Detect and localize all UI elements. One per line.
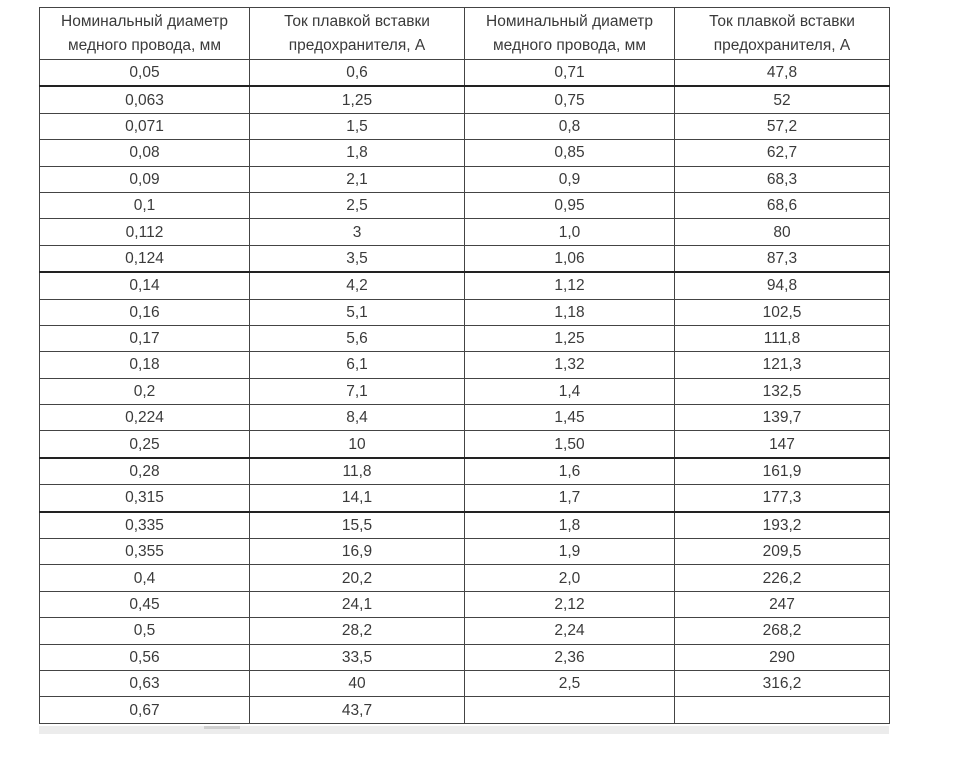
- table-row: [40, 299, 890, 325]
- header-diameter-2: Номинальный диаметр медного провода, мм: [465, 8, 675, 60]
- table-row: [40, 86, 890, 113]
- table-cell: 0,315: [40, 485, 250, 512]
- table-cell: 5,1: [250, 299, 465, 325]
- table-cell: 0,28: [40, 458, 250, 485]
- table-cell: 111,8: [675, 325, 890, 351]
- table-cell: 14,1: [250, 485, 465, 512]
- table-cell: 16,9: [250, 539, 465, 565]
- table-row: [40, 539, 890, 565]
- fuse-table-container: [39, 7, 889, 724]
- table-body: [40, 60, 890, 724]
- table-cell: 2,24: [465, 618, 675, 644]
- table-row: [40, 245, 890, 272]
- table-cell: 0,071: [40, 113, 250, 139]
- table-row: [40, 325, 890, 351]
- table-cell: 139,7: [675, 405, 890, 431]
- table-cell: 0,56: [40, 644, 250, 670]
- fuse-wire-table: [39, 7, 890, 724]
- table-row: [40, 113, 890, 139]
- table-cell: 28,2: [250, 618, 465, 644]
- table-cell: 2,5: [250, 192, 465, 218]
- table-cell: 20,2: [250, 565, 465, 591]
- table-row: [40, 140, 890, 166]
- table-cell: 0,5: [40, 618, 250, 644]
- table-row: [40, 512, 890, 539]
- table-cell: 132,5: [675, 378, 890, 404]
- table-cell: 8,4: [250, 405, 465, 431]
- table-cell: [465, 697, 675, 723]
- table-row: [40, 565, 890, 591]
- table-row: [40, 405, 890, 431]
- table-cell: 1,12: [465, 272, 675, 299]
- table-cell: 0,9: [465, 166, 675, 192]
- table-row: [40, 378, 890, 404]
- table-cell: 1,8: [465, 512, 675, 539]
- table-cell: 0,85: [465, 140, 675, 166]
- table-cell: 0,124: [40, 245, 250, 272]
- table-cell: 1,4: [465, 378, 675, 404]
- table-cell: 0,63: [40, 670, 250, 696]
- table-cell: 0,45: [40, 591, 250, 617]
- table-cell: 52: [675, 86, 890, 113]
- table-cell: 43,7: [250, 697, 465, 723]
- table-cell: 2,0: [465, 565, 675, 591]
- header-current-1: Ток плавкой вставки предохранителя, А: [250, 8, 465, 60]
- table-cell: [675, 697, 890, 723]
- table-cell: 0,95: [465, 192, 675, 218]
- table-cell: 5,6: [250, 325, 465, 351]
- table-cell: 87,3: [675, 245, 890, 272]
- table-cell: 0,2: [40, 378, 250, 404]
- table-cell: 1,0: [465, 219, 675, 245]
- horizontal-scrollbar[interactable]: [39, 726, 889, 734]
- table-cell: 290: [675, 644, 890, 670]
- table-row: [40, 458, 890, 485]
- table-cell: 3,5: [250, 245, 465, 272]
- table-cell: 1,5: [250, 113, 465, 139]
- table-cell: 0,05: [40, 60, 250, 87]
- table-cell: 0,16: [40, 299, 250, 325]
- table-row: [40, 618, 890, 644]
- table-cell: 68,6: [675, 192, 890, 218]
- table-cell: 2,12: [465, 591, 675, 617]
- table-cell: 3: [250, 219, 465, 245]
- table-cell: 1,50: [465, 431, 675, 458]
- table-cell: 1,7: [465, 485, 675, 512]
- table-row: [40, 219, 890, 245]
- table-cell: 0,063: [40, 86, 250, 113]
- table-cell: 40: [250, 670, 465, 696]
- table-cell: 0,355: [40, 539, 250, 565]
- table-cell: 68,3: [675, 166, 890, 192]
- table-cell: 0,6: [250, 60, 465, 87]
- table-cell: 0,14: [40, 272, 250, 299]
- table-cell: 0,08: [40, 140, 250, 166]
- table-cell: 1,25: [250, 86, 465, 113]
- table-cell: 1,25: [465, 325, 675, 351]
- scrollbar-thumb[interactable]: [204, 726, 240, 729]
- table-cell: 0,335: [40, 512, 250, 539]
- table-cell: 247: [675, 591, 890, 617]
- table-cell: 62,7: [675, 140, 890, 166]
- table-row: [40, 352, 890, 378]
- table-cell: 0,17: [40, 325, 250, 351]
- table-cell: 102,5: [675, 299, 890, 325]
- table-cell: 0,25: [40, 431, 250, 458]
- table-cell: 47,8: [675, 60, 890, 87]
- table-cell: 0,18: [40, 352, 250, 378]
- table-cell: 4,2: [250, 272, 465, 299]
- table-row: [40, 272, 890, 299]
- table-cell: 6,1: [250, 352, 465, 378]
- table-cell: 0,1: [40, 192, 250, 218]
- table-cell: 1,32: [465, 352, 675, 378]
- table-cell: 161,9: [675, 458, 890, 485]
- table-cell: 0,4: [40, 565, 250, 591]
- table-cell: 209,5: [675, 539, 890, 565]
- table-cell: 0,224: [40, 405, 250, 431]
- table-cell: 177,3: [675, 485, 890, 512]
- table-cell: 2,36: [465, 644, 675, 670]
- table-cell: 2,5: [465, 670, 675, 696]
- table-row: [40, 166, 890, 192]
- table-cell: 1,06: [465, 245, 675, 272]
- table-cell: 11,8: [250, 458, 465, 485]
- table-cell: 1,8: [250, 140, 465, 166]
- table-cell: 7,1: [250, 378, 465, 404]
- table-cell: 226,2: [675, 565, 890, 591]
- table-row: [40, 60, 890, 87]
- table-cell: 33,5: [250, 644, 465, 670]
- table-cell: 268,2: [675, 618, 890, 644]
- table-cell: 24,1: [250, 591, 465, 617]
- table-row: [40, 591, 890, 617]
- table-row: [40, 431, 890, 458]
- table-cell: 1,18: [465, 299, 675, 325]
- table-cell: 1,9: [465, 539, 675, 565]
- table-row: [40, 644, 890, 670]
- table-header-row: [40, 8, 890, 60]
- table-row: [40, 485, 890, 512]
- table-cell: 0,71: [465, 60, 675, 87]
- table-cell: 94,8: [675, 272, 890, 299]
- table-row: [40, 192, 890, 218]
- table-cell: 57,2: [675, 113, 890, 139]
- table-cell: 0,112: [40, 219, 250, 245]
- table-cell: 193,2: [675, 512, 890, 539]
- table-row: [40, 670, 890, 696]
- table-cell: 15,5: [250, 512, 465, 539]
- header-diameter-1: Номинальный диаметр медного провода, мм: [40, 8, 250, 60]
- table-cell: 0,8: [465, 113, 675, 139]
- table-cell: 10: [250, 431, 465, 458]
- table-cell: 121,3: [675, 352, 890, 378]
- table-cell: 0,67: [40, 697, 250, 723]
- table-cell: 1,45: [465, 405, 675, 431]
- header-current-2: Ток плавкой вставки предохранителя, А: [675, 8, 890, 60]
- table-cell: 0,75: [465, 86, 675, 113]
- table-cell: 2,1: [250, 166, 465, 192]
- table-cell: 1,6: [465, 458, 675, 485]
- table-cell: 80: [675, 219, 890, 245]
- table-cell: 147: [675, 431, 890, 458]
- table-cell: 0,09: [40, 166, 250, 192]
- table-row: [40, 697, 890, 723]
- table-cell: 316,2: [675, 670, 890, 696]
